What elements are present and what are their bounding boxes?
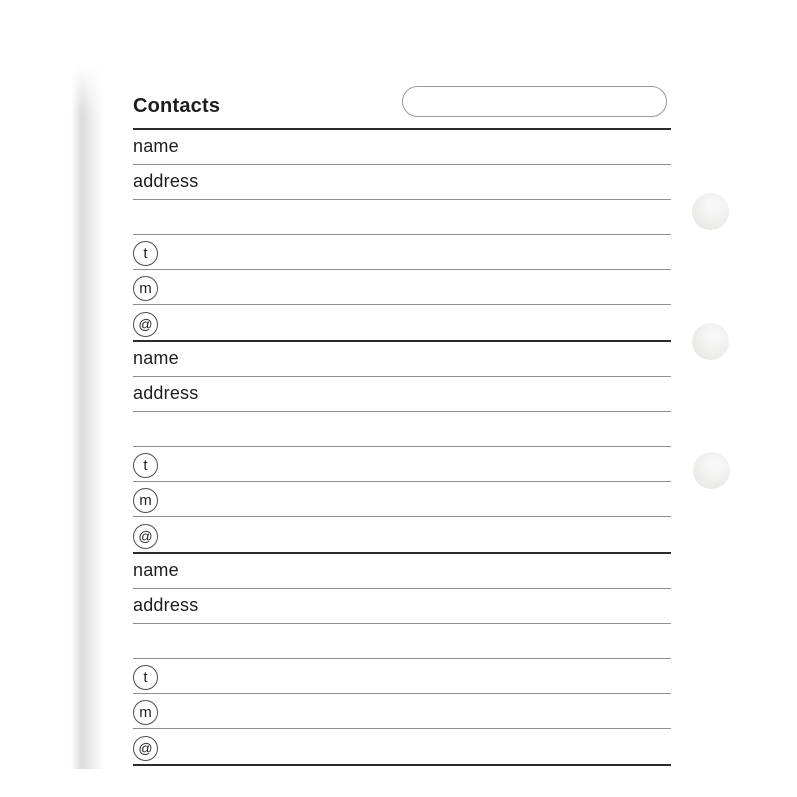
contact-entries (133, 128, 671, 766)
address-label: address (133, 171, 199, 191)
letter-tab-field (402, 86, 667, 117)
email-icon: @ (133, 312, 158, 337)
telephone-icon: t (133, 665, 158, 690)
name-field-row (133, 342, 671, 377)
name-label: name (133, 348, 179, 368)
email-icon: @ (133, 736, 158, 761)
name-field-row (133, 130, 671, 165)
page-left-edge-shadow (71, 67, 104, 769)
telephone-icon: t (133, 241, 158, 266)
page-title: Contacts (133, 95, 221, 117)
telephone-field-row (133, 447, 671, 482)
address-extra-line-row (133, 624, 671, 659)
mobile-icon: m (133, 276, 158, 301)
telephone-field-row (133, 659, 671, 694)
address-extra-line-row (133, 200, 671, 235)
address-field-row (133, 377, 671, 412)
mobile-field-row (133, 694, 671, 729)
contact-entry-section (133, 128, 671, 340)
telephone-icon: t (133, 453, 158, 478)
contact-entry-section (133, 552, 671, 764)
email-icon: @ (133, 524, 158, 549)
name-label: name (133, 560, 179, 580)
address-label: address (133, 595, 199, 615)
mobile-field-row (133, 270, 671, 305)
punch-hole-top (692, 193, 729, 230)
email-field-row (133, 729, 671, 764)
bottom-heavy-rule (133, 764, 671, 766)
mobile-field-row (133, 482, 671, 517)
contact-entry-section (133, 340, 671, 552)
address-extra-line-row (133, 412, 671, 447)
address-field-row (133, 589, 671, 624)
mobile-icon: m (133, 488, 158, 513)
telephone-field-row (133, 235, 671, 270)
email-field-row (133, 305, 671, 340)
address-label: address (133, 383, 199, 403)
mobile-icon: m (133, 700, 158, 725)
punch-hole-middle (692, 323, 729, 360)
name-label: name (133, 136, 179, 156)
email-field-row (133, 517, 671, 552)
address-field-row (133, 165, 671, 200)
punch-hole-bottom (693, 452, 730, 489)
name-field-row (133, 554, 671, 589)
